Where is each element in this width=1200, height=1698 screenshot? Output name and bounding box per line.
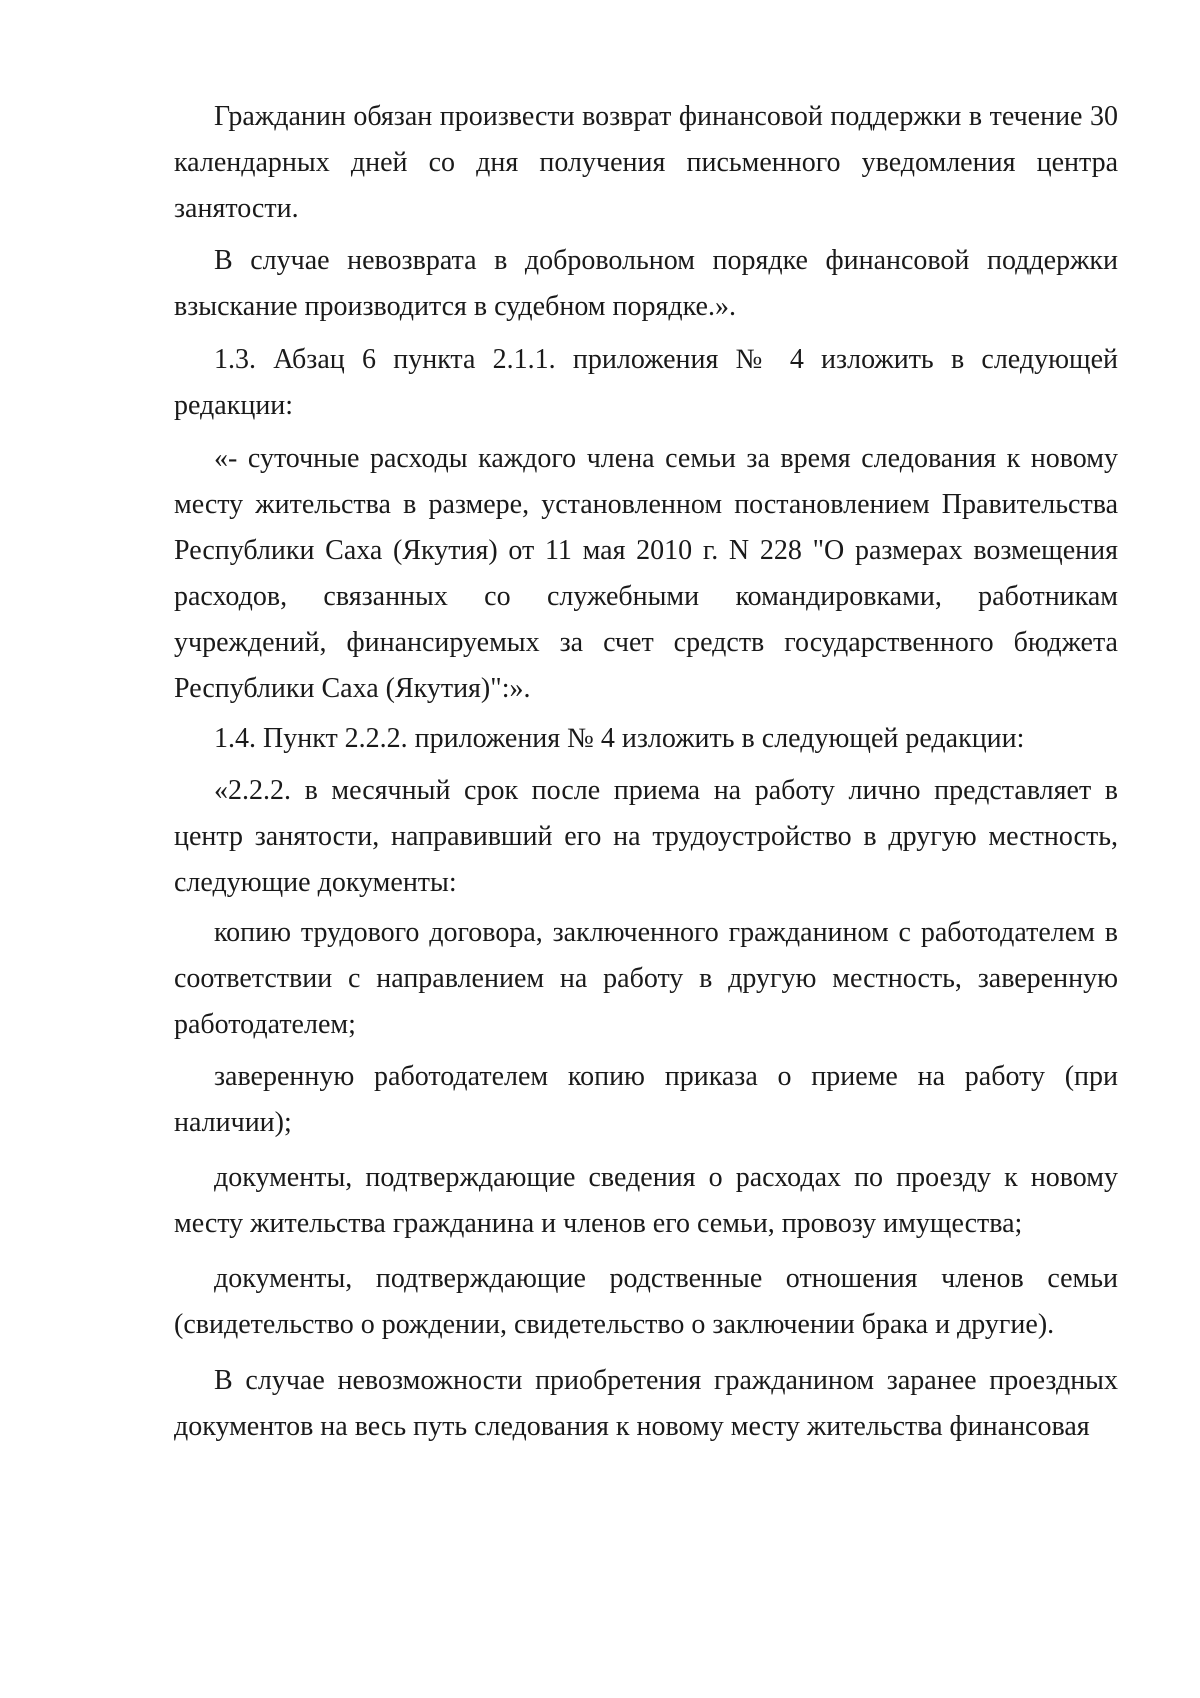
paragraph-tickets-impossible: В случае невозможности приобретения гражданином заранее проездных документов на весь путь следования к новому месту жительства финансовая (174, 1365, 1118, 1442)
paragraph-hiring-order: заверенную работодателем копию приказа о приеме на работу (при наличии); (174, 1061, 1118, 1138)
paragraph-family-documents: документы, подтверждающие родственные отношения членов семьи (свидетельство о рождении, свидетельство о заключении брака и другие). (174, 1263, 1118, 1340)
paragraph-travel-expenses: документы, подтверждающие сведения о расходах по проезду к новому месту жительства гражданина и членов его семьи, провозу имущества; (174, 1162, 1118, 1239)
paragraph-daily-expenses: «- суточные расходы каждого члена семьи за время следования к новому месту жительства в размере, установленном постановлением Правительства Республики Саха (Якутия) от 11 мая 2010 г. N 228 "О размерах возмещения расходов, связанных со служебными командировками, работникам учреждений, финансируемых за счет средств государственного бюджета Республики Саха (Якутия)":». (174, 443, 1118, 704)
paragraph-item-1-4: 1.4. Пункт 2.2.2. приложения № 4 изложить в следующей редакции: (214, 723, 1025, 754)
paragraph-refund-obligation: Гражданин обязан произвести возврат финансовой поддержки в течение 30 календарных дней со дня получения письменного уведомления центра занятости. (174, 101, 1118, 224)
paragraph-item-2-2-2: «2.2.2. в месячный срок после приема на работу лично представляет в центр занятости, направивший его на трудоустройство в другую местность, следующие документы: (174, 775, 1118, 898)
paragraph-judicial-recovery: В случае невозврата в добровольном порядке финансовой поддержки взыскание производится в судебном порядке.». (174, 245, 1118, 322)
paragraph-item-1-3: 1.3. Абзац 6 пункта 2.1.1. приложения № 4 изложить в следующей редакции: (174, 344, 1118, 421)
paragraph-employment-contract: копию трудового договора, заключенного гражданином с работодателем в соответствии с направлением на работу в другую местность, заверенную работодателем; (174, 917, 1118, 1040)
